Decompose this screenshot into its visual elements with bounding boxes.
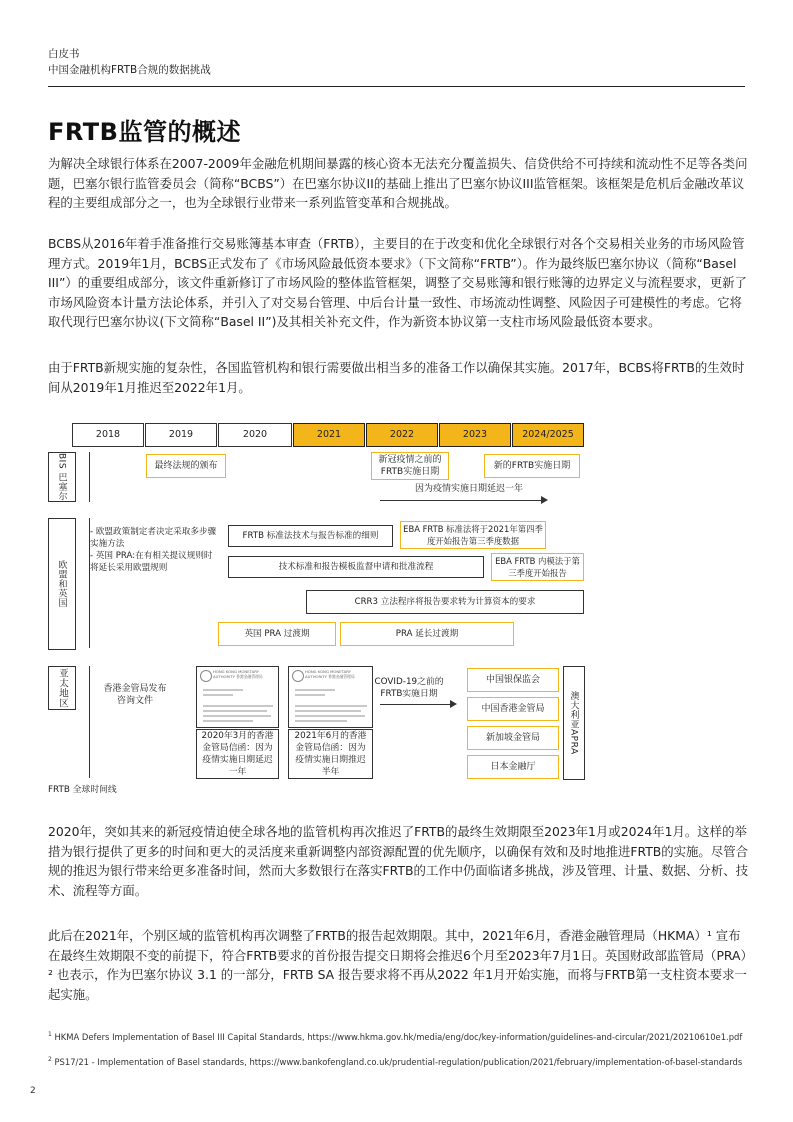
footnote-1-text: HKMA Defers Implementation of Basel III Capital Standards, https://www.hkma.gov.hk/media/eng/doc/key-information/guidelines-and-circular/2021/20210610e1.pdf [54,1031,743,1042]
footnote-2 [48,1053,748,1069]
paragraph-5: 此后在2021年，个别区域的监管机构再次调整了FRTB的报告起效期限。其中，2021年6月，香港金融管理局（HKMA）¹ 宣布在最终生效期限不变的前提下，符合FRTB要求的首份报告提交日期将会推迟6个月至2023年7月1日。英国财政部监管局（PRA）² 也表示，作为巴塞尔协议 3.1 的一部分，FRTB SA 报告要求将不再从2022 年1月开始实施，而将与FRTB第一支柱资本要求一起实施。 [48,928,747,1002]
year-2024-2025: 2024/2025 [512,423,584,447]
row-label-eu-uk: 欧盟和英国 [48,518,76,650]
row-label-bis: BIS 巴塞尔 [48,452,76,502]
hkma-letter-2021-caption: 2021年6月的香港金管局信函：因为疫情实施日期推迟半年 [288,729,373,779]
eu-rts-box: FRTB 标准法技术与报告标准的细则 [228,525,393,547]
bis-pre-covid-date: 新冠疫情之前的FRTB实施日期 [371,452,449,480]
header-subtitle: 中国金融机构FRTB合规的数据挑战 [48,64,211,76]
page-number: 2 [30,1086,36,1096]
regulator-mas: 新加坡金管局 [467,726,559,750]
eu-crr3-box: CRR3 立法程序将报告要求转为计算资本的要求 [306,590,584,614]
apac-pre-covid-arrow [380,704,450,705]
paragraph-2: BCBS从2016年着手准备推行交易账簿基本审查（FRTB），主要目的在于改变和优化全球银行对各个交易相关业务的市场风险管理方式。2019年1月，BCBS正式发布了《市场风险最低资本要求》（下文简称“FRTB”）。作为最终版巴塞尔协议（简称“Basel III”）的重要组成部分，该文件重新修订了市场风险的整体监管框架，调整了交易账簿和银行账簿的边界定义与流程要求，更新了市场风险资本计量方法论体系，并引入了对交易台管理、中后台计量一致性、市场流动性调整、风险因子可建模性的考虑。它将取代现行巴塞尔协议(下文简称“Basel II”)及其相关补充文件，作为新资本协议第一支柱市场风险最低资本要求。 [48,236,747,329]
year-2020: 2020 [218,423,292,447]
diagram-caption: FRTB 全球时间线 [48,785,117,795]
hkma-letter-2020-image [196,666,279,728]
year-2019: 2019 [145,423,217,447]
row-label-apac: 亚太地区 [48,666,76,710]
regulator-jfsa: 日本金融厅 [467,755,559,779]
eu-eba-im-box: EBA FRTB 内模法于第三季度开始报告 [491,553,584,581]
header-section: 白皮书 [48,48,80,60]
eu-eba-q4-box: EBA FRTB 标准法将于2021年第四季度开始报告第三季度数据 [400,521,546,549]
year-2021: 2021 [293,423,365,447]
footnote-1-mark: 1 [48,1031,52,1038]
year-2022: 2022 [366,423,438,447]
year-2023: 2023 [439,423,511,447]
bis-new-date: 新的FRTB实施日期 [484,454,580,478]
regulator-apra: 澳大利亚APRA [563,666,585,780]
hkma-letter-2021-image [288,666,373,728]
footnote-2-text: PS17/21 - Implementation of Basel standards, https://www.bankofengland.co.uk/prudential-regulation/publication/2021/february/implementation-of-basel-standards [54,1056,743,1067]
paragraph-4: 2020年，突如其来的新冠疫情迫使全球各地的监管机构再次推迟了FRTB的最终生效期限至2023年1月或2024年1月。这样的举措为银行提供了更多的时间和更大的灵活度来重新调整内部资源配置的优先顺序，以确保有效和及时地推进FRTB的实施。尽管合规的推迟为银行带来给更多准备时间，然而大多数银行在落实FRTB的工作中仍面临诸多挑战，涉及管理、计量、数据、分析、技术、流程等方面。 [48,824,748,898]
hkma-letter-2020-header: HONG KONG MONETARY AUTHORITY 香港金融管理局 [213,669,263,679]
uk-pra-extend-box: PRA 延长过渡期 [340,622,514,646]
paragraph-1: 为解决全球银行体系在2007-2009年金融危机期间暴露的核心资本无法充分覆盖损失、信贷供给不可持续和流动性不足等各类问题，巴塞尔银行监管委员会（简称“BCBS”）在巴塞尔协议II的基础上推出了巴塞尔协议III监管框架。该框架是危机后金融改革议程的主要组成部分之一，也为全球银行业带来一系列监管变革和合规挑战。 [48,156,748,210]
bis-delay-note: 因为疫情实施日期延迟一年 [414,484,523,494]
hkma-letter-2021-header: HONG KONG MONETARY AUTHORITY 香港金融管理局 [305,669,355,679]
regulator-hkma: 中国香港金管局 [467,697,559,721]
uk-pra-transition-box: 英国 PRA 过渡期 [218,622,336,646]
page-title: FRTB监管的概述 [48,118,241,146]
regulator-cbirc: 中国银保监会 [467,668,559,692]
year-2018: 2018 [72,423,144,447]
eu-tech-std-box: 技术标准和报告模板监督申请和批准流程 [228,556,484,578]
header-divider [48,86,745,87]
paragraph-3: 由于FRTB新规实施的复杂性，各国监管机构和银行需要做出相当多的准备工作以确保其实施。2017年，BCBS将FRTB的生效时间从2019年1月推迟至2022年1月。 [48,360,745,395]
footnote-1 [48,1028,748,1044]
bis-final-rule: 最终法规的颁布 [146,454,226,478]
apac-pre-covid-note: COVID-19之前的FRTB实施日期 [374,677,444,699]
hkma-letter-2020-caption: 2020年3月的香港金管局信函：因为疫情实施日期延迟一年 [196,729,279,779]
bis-delay-arrow [380,500,542,501]
apac-hkma-consult: 香港金管局发布咨询文件 [90,670,180,720]
eu-policy-note: - 欧盟政策制定者决定采取多步骤实施方法 - 英国 PRA:在有相关提议规则时将延长采用欧盟规则 [90,527,217,573]
footnote-2-mark: 2 [48,1056,52,1063]
